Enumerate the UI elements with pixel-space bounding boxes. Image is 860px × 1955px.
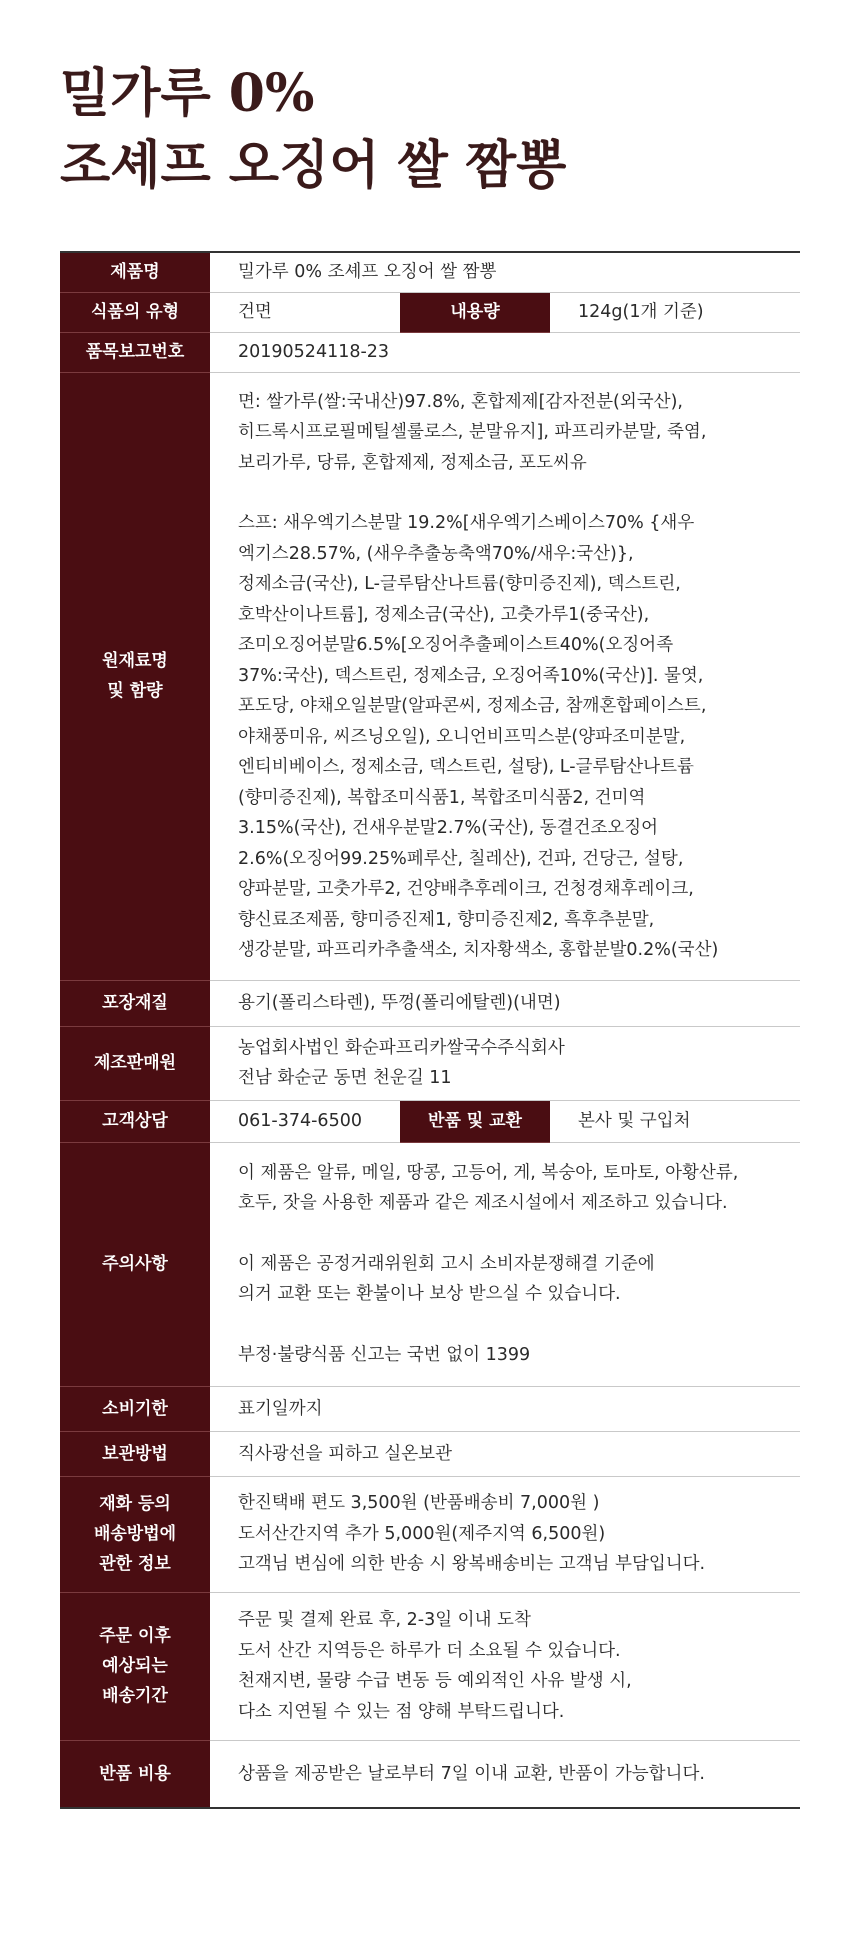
row-manufacturer (60, 1026, 800, 1100)
label-report-no: 품목보고번호 (60, 332, 210, 372)
label-return-cost: 반품 비용 (60, 1740, 210, 1808)
value-caution (210, 1142, 800, 1386)
row-shipping-cost (60, 1476, 800, 1592)
value-expiry: 표기일까지 (210, 1386, 800, 1431)
label-contact: 고객상담 (60, 1100, 210, 1142)
label-packaging: 포장재질 (60, 980, 210, 1026)
row-product-name (60, 252, 800, 292)
caution-para-2: 이 제품은 공정거래위원회 고시 소비자분쟁해결 기준에 의거 교환 또는 환불이나 보상 받으실 수 있습니다. (238, 1253, 655, 1305)
label-product-name: 제품명 (60, 252, 210, 292)
row-contact (60, 1100, 800, 1142)
value-report-no: 20190524118-23 (210, 332, 800, 372)
label-delivery-line-1: 주문 이후 (99, 1626, 171, 1646)
value-packaging: 용기(폴리스타렌), 뚜껑(폴리에탈렌)(내면) (210, 980, 800, 1026)
shipping-cost-text: 한진택배 편도 3,500원 (반품배송비 7,000원 ) 도서산간지역 추가 5,000원(제주지역 6,500원) 고객님 변심에 의한 반송 시 왕복배송비는 고객님 부담입니다. (238, 1493, 706, 1575)
value-manufacturer (210, 1026, 800, 1100)
label-exchange: 반품 및 교환 (400, 1100, 550, 1142)
label-delivery-line-2: 예상되는 (102, 1656, 168, 1676)
row-return-cost (60, 1740, 800, 1808)
value-return-cost: 상품을 제공받은 날로부터 7일 이내 교환, 반품이 가능합니다. (238, 1763, 705, 1784)
value-delivery-time (210, 1592, 800, 1740)
row-ingredients (60, 372, 800, 980)
value-storage: 직사광선을 피하고 실온보관 (210, 1431, 800, 1476)
label-expiry: 소비기한 (60, 1386, 210, 1431)
product-spec-table (60, 251, 800, 1809)
label-manufacturer: 제조판매원 (60, 1026, 210, 1100)
label-caution: 주의사항 (60, 1142, 210, 1386)
ingredients-soup: 스프: 새우엑기스분말 19.2%[새우엑기스베이스70% {새우 엑기스28.57%, (새우추출농축액70%/새우:국산)}, 정제소금(국산), L-글루탐산나트륨(향미증진제), 덱스트린, 호박산이나트륨], 정제소금(국산), 고춧가루1(중국산), 조미오징어분말6.5%[오징어추출페이스트40%(오징어족 37%:국산), 덱스트린, 정제소금, 오징어족10%(국산)]. 물엿, 포도당, 야채오일분말(알파콘씨, 정제소금, 참깨혼합페이스트, 야채풍미유, 씨즈닝오일), 오니언비프믹스분(양파조미분말, 엔티비베이스, 정제소금, 덱스트린, 설탕), L-글루탐산나트륨 (향미증진제), 복합조미식품1, 복합조미식품2, 건미역 3.15%(국산), 건새우분말2.7%(국산), 동결건조오징어 2.6%(오징어99.25%페루산, 칠레산), 건파, 건당근, 설탕, 양파분말, 고춧가루2, 건양배추후레이크, 건청경채후레이크, 향신료조제품, 향미증진제1, 향미증진제2, 흑후추분말, 생강분말, 파프리카추출색소, 치자황색소, 홍합분발0.2%(국산) (238, 513, 719, 960)
value-food-type: 건면 (210, 292, 400, 332)
row-packaging (60, 980, 800, 1026)
label-shipping-cost (60, 1476, 210, 1592)
value-volume: 124g(1개 기준) (550, 292, 800, 332)
label-shipping-line-1: 재화 등의 (99, 1494, 171, 1514)
label-shipping-line-2: 배송방법에 (93, 1524, 177, 1544)
value-product-name: 밀가루 0% 조셰프 오징어 쌀 짬뽕 (210, 252, 800, 292)
label-food-type: 식품의 유형 (60, 292, 210, 332)
label-volume: 내용량 (400, 292, 550, 332)
row-delivery-time (60, 1592, 800, 1740)
title-line-2: 조셰프 오징어 쌀 짬뽕 (60, 135, 567, 196)
row-caution (60, 1142, 800, 1386)
caution-para-3: 부정·불량식품 신고는 국번 없이 1399 (238, 1344, 531, 1365)
label-storage: 보관방법 (60, 1431, 210, 1476)
label-shipping-line-3: 관한 정보 (99, 1554, 171, 1574)
row-food-type (60, 292, 800, 332)
label-ingredients (60, 372, 210, 980)
caution-para-1: 이 제품은 알류, 메일, 땅콩, 고등어, 게, 복숭아, 토마토, 아황산류, 호두, 잣을 사용한 제품과 같은 제조시설에서 제조하고 있습니다. (238, 1162, 739, 1214)
label-ingredients-line-2: 및 함량 (107, 681, 163, 701)
row-storage (60, 1431, 800, 1476)
row-expiry (60, 1386, 800, 1431)
product-title (60, 58, 566, 202)
ingredients-noodle: 면: 쌀가루(쌀:국내산)97.8%, 혼합제제[감자전분(외국산), 히드록시프로필메틸셀룰로스, 분말유지], 파프리카분말, 죽염, 보리가루, 당류, 혼합제제, 정제소금, 포도씨유 (238, 391, 707, 473)
row-report-no (60, 332, 800, 372)
value-ingredients (210, 372, 800, 980)
value-shipping-cost (210, 1476, 800, 1592)
value-contact: 061-374-6500 (210, 1100, 400, 1142)
delivery-time-text: 주문 및 결제 완료 후, 2-3일 이내 도착 도서 산간 지역등은 하루가 더 소요될 수 있습니다. 천재지변, 물량 수급 변동 등 예외적인 사유 발생 시, 다소 지연될 수 있는 점 양해 부탁드립니다. (238, 1610, 632, 1722)
label-delivery-line-3: 배송기간 (102, 1686, 168, 1706)
label-ingredients-line-1: 원재료명 (102, 651, 168, 671)
label-delivery-time (60, 1592, 210, 1740)
title-line-1: 밀가루 0% (60, 63, 315, 124)
value-exchange: 본사 및 구입처 (550, 1100, 800, 1142)
manufacturer-text: 농업회사법인 화순파프리카쌀국수주식회사 전남 화순군 동면 천운길 11 (238, 1037, 565, 1088)
